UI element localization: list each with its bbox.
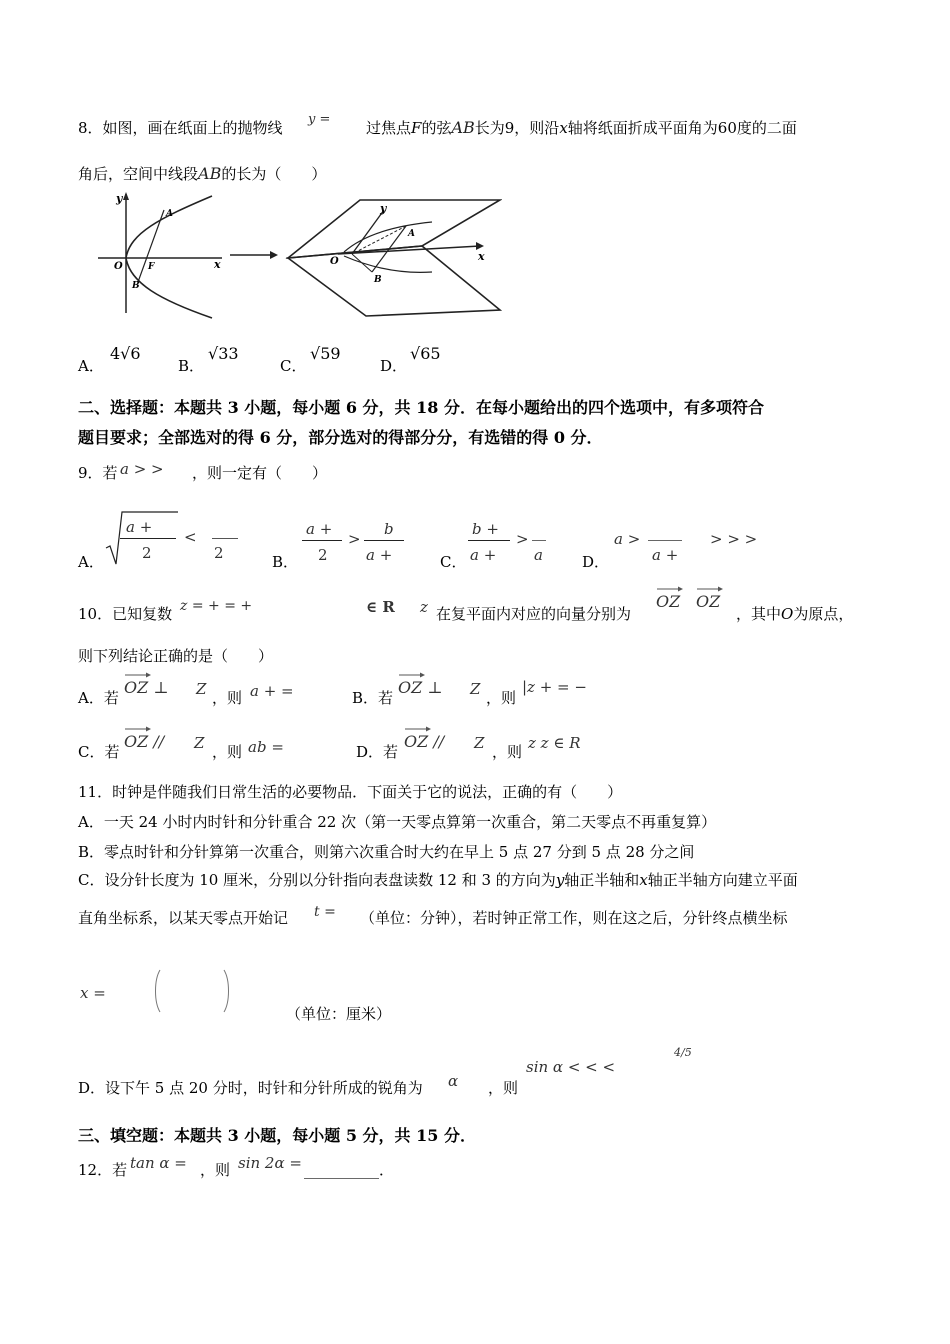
q11-t-var: t =	[314, 904, 336, 920]
q10-option-a: A．若	[78, 689, 119, 707]
svg-text:B: B	[374, 275, 382, 285]
q10-stem-math1: z = + = +	[180, 598, 253, 614]
q10-vec2: OZ	[696, 592, 721, 611]
paren-icon	[150, 966, 234, 1016]
q11-d-fraction: 4/5	[674, 1046, 692, 1059]
q8-figure-parabola	[90, 188, 230, 323]
q12-sin: sin 2α =	[238, 1154, 302, 1172]
section2-title-line2: 题目要求；全部选对的得 6 分，部分选对的得部分分，有选错的得 0 分．	[78, 428, 603, 447]
label-o: O	[114, 261, 123, 272]
vector-arrow-icon	[405, 726, 431, 732]
label-y: y	[116, 192, 123, 205]
q9-stem: 9．若	[78, 464, 118, 482]
q8-option-d: D．	[380, 357, 408, 375]
q10-option-d: D．若	[356, 743, 399, 761]
q8-option-b-value: √33	[208, 344, 239, 363]
label-a: A	[166, 209, 173, 219]
q11-option-c-line1: C．设分针长度为 10 厘米，分别以分针指向表盘读数 12 和 3 的方向为y轴正半轴和x轴正半轴方向建立平面	[78, 871, 798, 889]
q8-parabola-eq: y =	[308, 112, 331, 127]
label-f: F	[148, 262, 155, 272]
svg-text:O: O	[330, 256, 339, 267]
q11-option-d: D．设下午 5 点 20 分时，时针和分针所成的锐角为	[78, 1079, 423, 1097]
q8-option-b: B．	[178, 357, 205, 375]
q8-option-a: A．	[78, 357, 104, 375]
q9-b-frac-bar	[302, 540, 342, 541]
q8-stem-line1-b: 过焦点F的弦AB长为9，则沿x轴将纸面折成平面角为60度的二面	[366, 118, 797, 137]
q11-unit: （单位：厘米）	[286, 1005, 392, 1023]
vector-arrow-icon	[657, 586, 683, 592]
q12-answer-blank[interactable]: __________．	[304, 1161, 395, 1179]
vector-arrow-icon	[125, 726, 151, 732]
q9-stem-b: ，则一定有（ ）	[192, 464, 328, 482]
q10-option-b: B．若	[352, 689, 394, 707]
q9-c-frac-bar	[468, 540, 510, 541]
q8-option-d-value: √65	[410, 344, 441, 363]
q8-stem-line2: 角后，空间中线段AB的长为（ ）	[78, 164, 327, 183]
lower-plane	[288, 246, 500, 316]
q11-stem: 11．时钟是伴随我们日常生活的必要物品．下面关于它的说法，正确的有（ ）	[78, 783, 623, 801]
q9-condition: a > >	[120, 460, 164, 478]
q9-option-a: A．	[78, 553, 104, 571]
q10-vec1: OZ	[656, 592, 681, 611]
vector-arrow-icon	[697, 586, 723, 592]
y-axis-arrow	[123, 192, 129, 200]
q10-stem-line2: 则下列结论正确的是（ ）	[78, 647, 274, 665]
svg-text:y: y	[380, 202, 387, 215]
section2-title-line1: 二、选择题：本题共 3 小题，每小题 6 分，共 18 分．在每小题给出的四个选项中，有多项符合	[78, 398, 764, 417]
q11-option-a: A．一天 24 小时内时针和分针重合 22 次（第一天零点算第一次重合，第二天零点不再重复算）	[78, 813, 717, 831]
q11-d-inequality: sin α < < <	[526, 1058, 616, 1076]
q10-option-c: C．若	[78, 743, 120, 761]
q10-stem-b: 在复平面内对应的向量分别为	[436, 605, 632, 623]
label-x: x	[214, 258, 221, 271]
y-axis	[352, 210, 384, 254]
svg-text:A: A	[408, 229, 415, 239]
q11-option-b: B．零点时针和分针算第一次重合，则第六次重合时大约在早上 5 点 27 分到 5 点 28 分之间	[78, 843, 695, 861]
svg-text:x: x	[478, 250, 485, 263]
q9-option-c: C．	[440, 553, 467, 571]
vector-arrow-icon	[399, 672, 425, 678]
q8-option-a-value: 4√6	[110, 344, 141, 363]
q11-x-var: x =	[80, 984, 106, 1002]
q10-stem-c: ，其中O为原点，	[736, 605, 854, 623]
q11-option-c-line2: 直角坐标系，以某天零点开始记	[78, 909, 289, 927]
q8-figure-folded	[282, 188, 502, 328]
q9-a-frac-bar	[120, 538, 176, 539]
label-b: B	[132, 281, 140, 291]
q8-fold-arrow-icon	[228, 248, 280, 262]
q9-option-d: D．	[582, 553, 610, 571]
q12-tan: tan α =	[130, 1154, 187, 1172]
q12-stem: 12．若	[78, 1161, 128, 1179]
q11-option-c-line2-b: （单位：分钟），若时钟正常工作，则在这之后，分针终点横坐标	[360, 909, 788, 927]
q8-option-c-value: √59	[310, 344, 341, 363]
section3-title: 三、填空题：本题共 3 小题，每小题 5 分，共 15 分．	[78, 1126, 476, 1145]
vector-arrow-icon	[125, 672, 151, 678]
q10-stem-a: 10．已知复数	[78, 605, 173, 623]
q9-option-b: B．	[272, 553, 299, 571]
q8-stem-line1: 8．如图，画在纸面上的抛物线	[78, 119, 283, 137]
q8-option-c: C．	[280, 357, 307, 375]
q10-stem-math2: ∈ R	[366, 598, 395, 616]
